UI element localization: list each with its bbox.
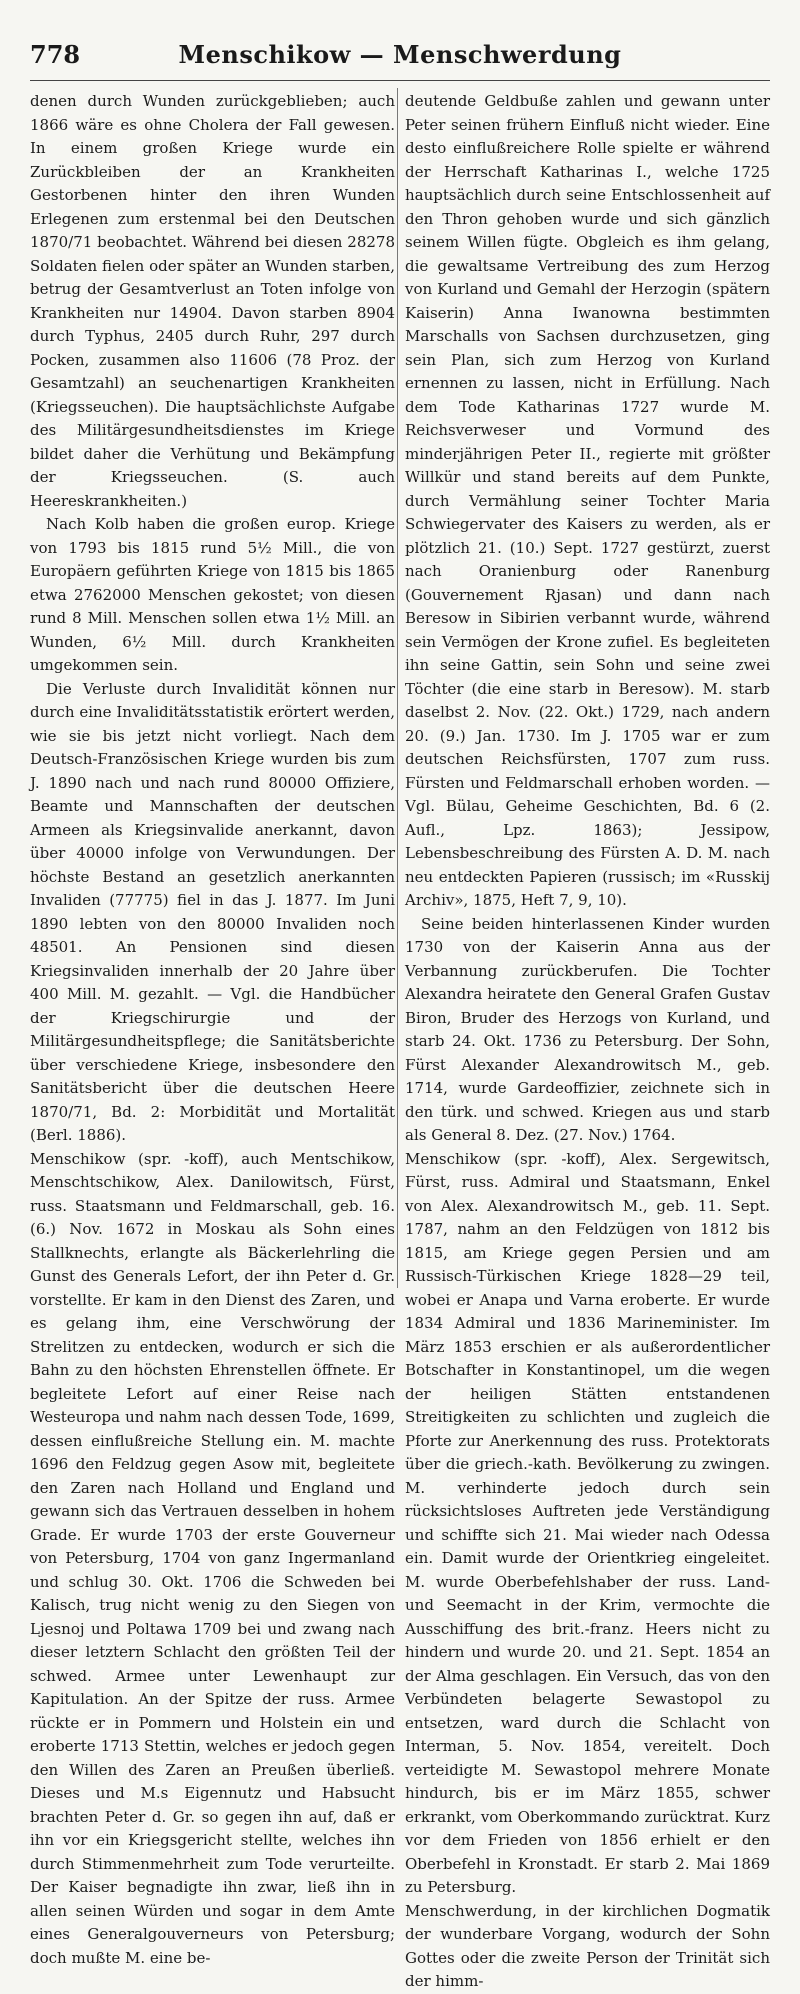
paragraph: Die Verluste durch Invalidität können nur durch eine Invaliditätsstatistik erörtert werden, wie sie bis jetzt nicht vorliegt. Nach dem Deutsch-Französischen Kriege wurden bis zum J. 1890 nach und nach rund 80000 Offiziere, Beamte und Mannschaften der deutschen Armeen als Kriegsinvalide anerkannt, davon über 40000 infolge von Verwundungen. Der höchste Bestand an gesetzlich anerkannten Invaliden (77775) fiel in das J. 1877. Im Juni 1890 lebten von den 80000 Invaliden noch 48501. An Pensionen sind diesen Kriegsinvaliden innerhalb der 20 Jahre über 400 Mill. M. gezahlt. — Vgl. die Handbücher der Kriegschirurgie und der Militärgesundheitspflege; die Sanitätsberichte über verschiedene Kriege, insbesondere den Sanitätsbericht über die deutschen Heere 1870/71, Bd. 2: Morbidität und Mortalität (Berl. 1886).: [30, 679, 395, 1144]
right-column: [405, 90, 770, 1990]
entry-menschikow-1: Menschikow (spr. -koff), auch Mentschikow, Menschtschikow, Alex. Danilowitsch, Fürst, russ. Staatsmann und Feldmarschall, geb. 16. (6.) Nov. 1672 in Moskau als Sohn eines Stallknechts, erlangte als Bäckerlehrling die Gunst des Generals Lefort, der ihn Peter d. Gr. vorstellte. Er kam in den Dienst des Zaren, und es gelang ihm, eine Verschwörung der Strelitzen zu entdecken, wodurch er sich die Bahn zu den höchsten Ehrenstellen öffnete. Er begleitete Lefort auf einer Reise nach Westeuropa und nahm nach dessen Tode, 1699, dessen einflußreiche Stellung ein. M. machte 1696 den Feldzug gegen Asow mit, begleitete den Zaren nach Holland und England und gewann sich das Vertrauen desselben in hohem Grade. Er wurde 1703 der erste Gouverneur von Petersburg, 1704 von ganz Ingermanland und schlug 30. Okt. 1706 die Schweden bei Kalisch, trug nicht wenig zu den Siegen von Ljesnoj und Poltawa 1709 bei und zwang nach dieser letztern Schlacht den größten Teil der schwed. Armee unter Lewenhaupt zur Kapitulation. An der Spitze der russ. Armee rückte er in Pommern und Holstein ein und eroberte 1713 Stettin, welches er jedoch gegen den Willen des Zaren an Preußen überließ. Dieses und M.s Eigennutz und Habsucht brachten Peter d. Gr. so gegen ihn auf, daß er ihn vor ein Kriegsgericht stellte, welches ihn durch Stimmenmehrheit zum Tode verurteilte. Der Kaiser begnadigte ihn zwar, ließ ihn in allen seinen Würden und sogar in dem Amte eines Generalgouverneurs von Petersburg; doch mußte M. eine be-: [30, 1149, 395, 1967]
entry-menschikow-2: Menschikow (spr. -koff), Alex. Sergewitsch, Fürst, russ. Admiral und Staatsmann, Enkel von Alex. Alexandrowitsch M., geb. 11. Sept. 1787, nahm an den Feldzügen von 1812 bis 1815, am Kriege gegen Persien und am Russisch-Türkischen Kriege 1828—29 teil, wobei er Anapa und Varna eroberte. Er wurde 1834 Admiral und 1836 Marineminister. Im März 1853 erschien er als außerordentlicher Botschafter in Konstantinopel, um die wegen der heiligen Stätten entstandenen Streitigkeiten zu schlichten und zugleich die Pforte zur Anerkennung des russ. Protektorats über die griech.-kath. Bevölkerung zu zwingen. M. verhinderte jedoch durch sein rücksichtsloses Auftreten jede Verständigung und schiffte sich 21. Mai wieder nach Odessa ein. Damit wurde der Orientkrieg eingeleitet. M. wurde Oberbefehlshaber der russ. Land- und Seemacht in der Krim, vermochte die Ausschiffung des brit.-franz. Heers nicht zu hindern und wurde 20. und 21. Sept. 1854 an der Alma geschlagen. Ein Versuch, das von den Verbündeten belagerte Sewastopol zu entsetzen, ward durch die Schlacht von Interman, 5. Nov. 1854, vereitelt. Doch verteidigte M. Sewastopol mehrere Monate hindurch, bis er im März 1855, schwer erkrankt, vom Oberkommando zurücktrat. Kurz vor dem Frieden von 1856 erhielt er den Oberbefehl in Kronstadt. Er starb 2. Mai 1869 zu Petersburg.: [405, 1149, 770, 1896]
paragraph: Seine beiden hinterlassenen Kinder wurden 1730 von der Kaiserin Anna aus der Verbannung zurückberufen. Die Tochter Alexandra heiratete den General Grafen Gustav Biron, Bruder des Herzogs von Kurland, und starb 24. Okt. 1736 zu Petersburg. Der Sohn, Fürst Alexander Alexandrowitsch M., geb. 1714, wurde Gardeoffizier, zeichnete sich in den türk. und schwed. Kriegen aus und starb als General 8. Dez. (27. Nov.) 1764.: [405, 914, 770, 1144]
column-divider: [397, 88, 398, 1288]
paragraph: denen durch Wunden zurückgeblieben; auch 1866 wäre es ohne Cholera der Fall gewesen. In einem großen Kriege wurde ein Zurückbleiben der an Krankheiten Gestorbenen hinter den ihren Wunden Erlegenen zum erstenmal bei den Deutschen 1870/71 beobachtet. Während bei diesen 28278 Soldaten fielen oder später an Wunden starben, betrug der Gesamtverlust an Toten infolge von Krankheiten nur 14904. Davon starben 8904 durch Typhus, 2405 durch Ruhr, 297 durch Pocken, zusammen also 11606 (78 Proz. der Gesamtzahl) an seuchenartigen Krankheiten (Kriegsseuchen). Die hauptsächlichste Aufgabe des Militärgesundheitsdienstes im Kriege bildet daher die Verhütung und Bekämpfung der Kriegsseuchen. (S. auch Heereskrankheiten.): [30, 92, 395, 510]
running-head: Menschikow — Menschwerdung: [178, 40, 622, 69]
left-column: [30, 90, 395, 1967]
entry-menschwerdung: Menschwerdung, in der kirchlichen Dogmatik der wunderbare Vorgang, wodurch der Sohn Gottes oder die zweite Person der Trinität sich der himm-: [405, 1901, 770, 1990]
paragraph: deutende Geldbuße zahlen und gewann unter Peter seinen frühern Einfluß nicht wieder. Eine desto einflußreichere Rolle spielte er während der Herrschaft Katharinas I., welche 1725 hauptsächlich durch seine Entschlossenheit auf den Thron gehoben wurde und sich gänzlich seinem Willen fügte. Obgleich es ihm gelang, die gewaltsame Vertreibung des zum Herzog von Kurland und Gemahl der Herzogin (spätern Kaiserin) Anna Iwanowna bestimmten Marschalls von Sachsen durchzusetzen, ging sein Plan, sich zum Herzog von Kurland ernennen zu lassen, nicht in Erfüllung. Nach dem Tode Katharinas 1727 wurde M. Reichsverweser und Vormund des minderjährigen Peter II., regierte mit größter Willkür und stand bereits auf dem Punkte, durch Vermählung seiner Tochter Maria Schwiegervater des Kaisers zu werden, als er plötzlich 21. (10.) Sept. 1727 gestürzt, zuerst nach Oranienburg oder Ranenburg (Gouvernement Rjasan) und dann nach Beresow in Sibirien verbannt wurde, während sein Vermögen der Krone zufiel. Es begleiteten ihn seine Gattin, sein Sohn und seine zwei Töchter (die eine starb in Beresow). M. starb daselbst 2. Nov. (22. Okt.) 1729, nach andern 20. (9.) Jan. 1730. Im J. 1705 war er zum deutschen Reichsfürsten, 1707 zum russ. Fürsten und Feldmarschall erhoben worden. — Vgl. Bülau, Geheime Geschichten, Bd. 6 (2. Aufl., Lpz. 1863); Jessipow, Lebensbeschreibung des Fürsten A. D. M. nach neu entdeckten Papieren (russisch; im «Russkij Archiv», 1875, Heft 7, 9, 10).: [405, 92, 770, 909]
page-number: 778: [30, 40, 81, 69]
page-header: [30, 40, 770, 80]
paragraph: Nach Kolb haben die großen europ. Kriege von 1793 bis 1815 rund 5½ Mill., die von Europäern geführten Kriege von 1815 bis 1865 etwa 2762000 Menschen gekostet; von diesen rund 8 Mill. Menschen sollen etwa 1½ Mill. an Wunden, 6½ Mill. durch Krankheiten umgekommen sein.: [30, 515, 395, 674]
header-rule: [30, 80, 770, 81]
